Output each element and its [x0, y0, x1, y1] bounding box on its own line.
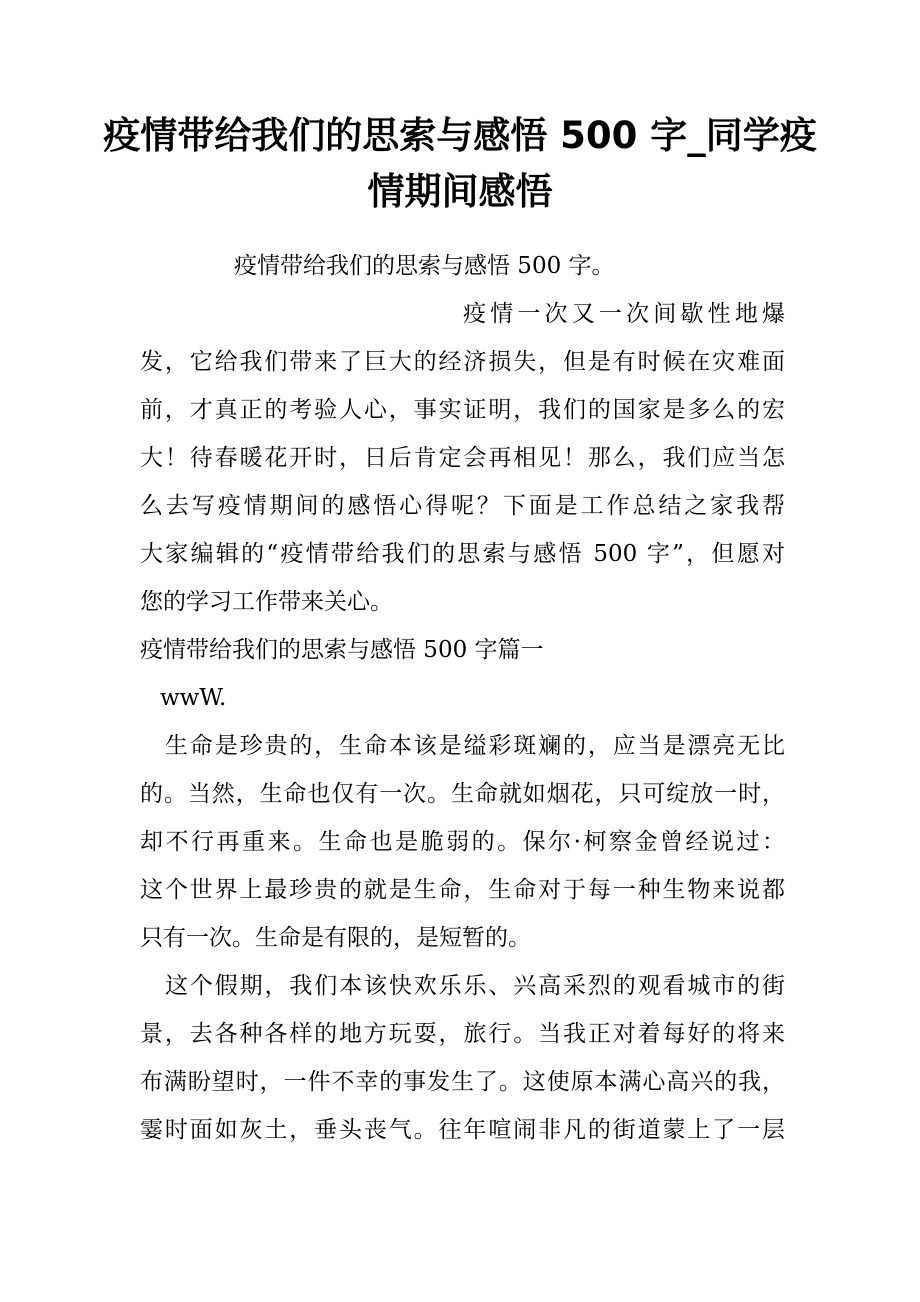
text-line: 疫情一次又一次间歇性地爆 [463, 301, 785, 327]
text-line: 这个世界上最珍贵的就是生命，生命对于每一种生物来说都 [140, 877, 785, 903]
text-line: 疫情带给我们的思索与感悟 500 字篇一 [140, 637, 544, 663]
text-line: 大家编辑的“疫情带给我们的思索与感悟 500 字”，但愿对 [140, 541, 785, 567]
document-title [0, 108, 920, 220]
text-line: 景，去各种各样的地方玩耍，旅行。当我正对着每好的将来 [140, 1021, 785, 1047]
title-line-2: 情期间感悟 [367, 170, 553, 213]
text-line: 疫情带给我们的思索与感悟 500 字。 [234, 253, 615, 279]
text-line: 却不行再重来。生命也是脆弱的。保尔·柯察金曾经说过： [140, 829, 785, 855]
text-line: 您的学习工作带来关心。 [140, 589, 393, 615]
text-line: 只有一次。生命是有限的，是短暂的。 [140, 925, 531, 951]
text-line: 的。当然，生命也仅有一次。生命就如烟花，只可绽放一时， [140, 781, 785, 807]
title-line-1: 疫情带给我们的思索与感悟 500 字_同学疫 [103, 114, 817, 157]
text-line: 霎时面如灰土，垂头丧气。往年喧闹非凡的街道蒙上了一层 [140, 1117, 785, 1143]
text-line: 么去写疫情期间的感悟心得呢？下面是工作总结之家我帮 [140, 493, 785, 519]
text-line: 这个假期，我们本该快欢乐乐、兴高采烈的观看城市的街 [165, 973, 785, 999]
text-line: 大！待春暖花开时，日后肯定会再相见！那么，我们应当怎 [140, 445, 785, 471]
document-body [140, 242, 785, 1154]
text-line: 布满盼望时，一件不幸的事发生了。这使原本满心高兴的我， [140, 1069, 785, 1095]
text-line: wwW. [160, 685, 227, 711]
text-line: 发，它给我们带来了巨大的经济损失，但是有时候在灾难面 [140, 349, 785, 375]
text-line: 生命是珍贵的，生命本该是缢彩斑斓的，应当是漂亮无比 [165, 733, 785, 759]
text-line: 前，才真正的考验人心，事实证明，我们的国家是多么的宏 [140, 397, 785, 423]
